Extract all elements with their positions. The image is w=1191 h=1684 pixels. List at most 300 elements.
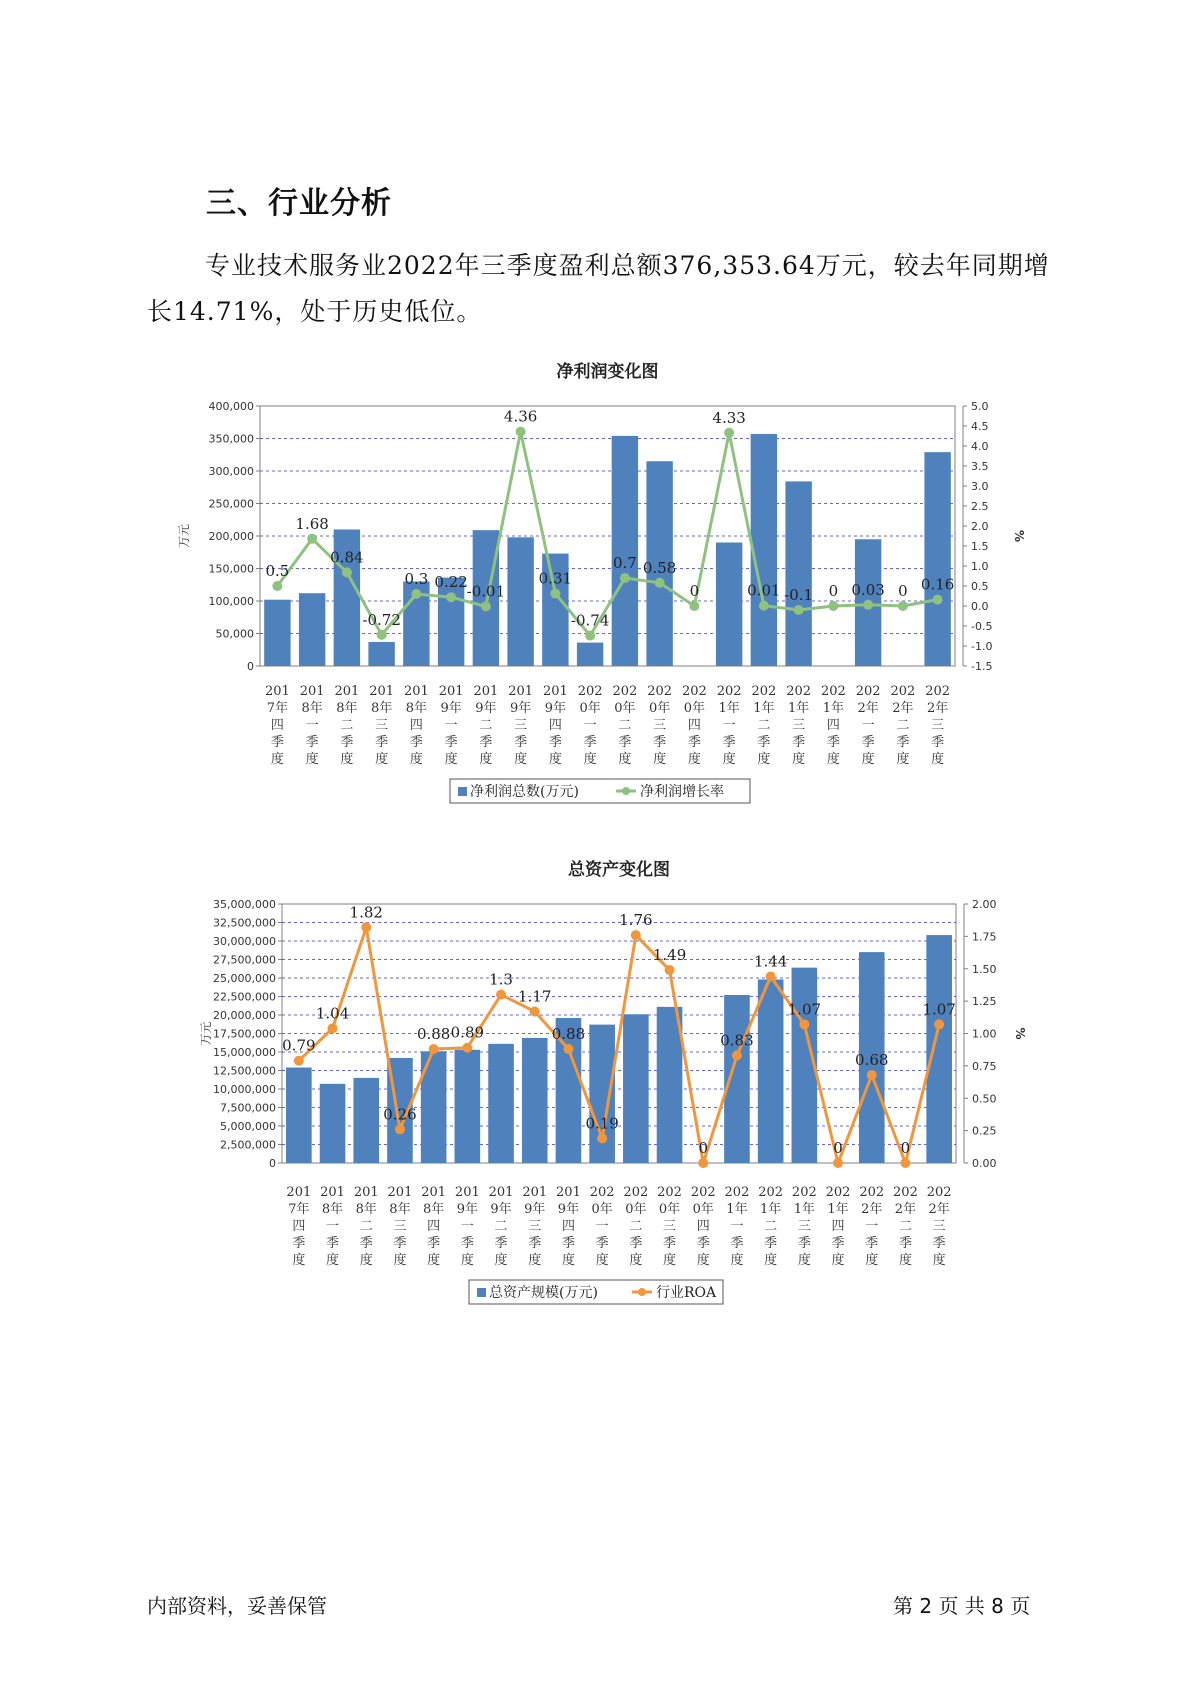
chart1-x-tick-label-line: 2年	[926, 701, 949, 716]
chart1-right-tick-label: 3.5	[971, 460, 989, 473]
chart1-x-tick-label-line: 度	[514, 752, 528, 767]
chart1-x-tick-label	[300, 684, 325, 767]
chart1-x-tick-label	[578, 684, 603, 767]
chart1-x-tick-label	[682, 684, 707, 767]
chart2-x-tick-label-line: 8年	[355, 1202, 377, 1217]
chart2-x-tick-label-line: 季	[831, 1236, 845, 1251]
chart1-right-tick-label: 2.5	[971, 500, 989, 513]
chart1-data-label: 0.3	[404, 570, 429, 588]
chart2-x-tick-label-line: 9年	[456, 1202, 478, 1217]
chart1-line-point	[272, 581, 282, 591]
chart2-x-tick-label-line: 季	[427, 1236, 441, 1251]
chart1-line-point	[481, 601, 491, 611]
chart1-x-tick-label-line: 202	[681, 684, 707, 699]
chart2-x-tick-label-line: 9年	[524, 1202, 546, 1217]
chart2-x-tick-label-line: 季	[797, 1236, 811, 1251]
chart2-x-tick-label-line: 202	[690, 1185, 716, 1200]
chart2-line-point	[563, 1044, 573, 1054]
chart1-line-point	[377, 630, 387, 640]
chart2-x-tick-label	[455, 1185, 480, 1268]
chart1-x-tick-label-line: 季	[826, 735, 840, 750]
chart1-x-tick-label-line: 季	[340, 735, 354, 750]
chart1-left-tick-label: 250,000	[208, 497, 254, 511]
chart1-right-tick-label: 4.5	[971, 420, 989, 433]
chart1-line-point	[446, 592, 456, 602]
chart2-x-tick-label-line: 季	[764, 1236, 778, 1251]
chart1-x-tick-label-line: 度	[375, 752, 389, 767]
chart1-x-tick-label-line: 季	[305, 735, 319, 750]
chart1-x-tick-label-line: 0年	[648, 701, 671, 716]
chart1-x-tick-label-line: 季	[618, 735, 632, 750]
chart2-data-label: 0	[900, 1139, 911, 1157]
chart2-x-tick-label	[792, 1185, 817, 1268]
chart2-x-tick-label-line: 三	[932, 1219, 946, 1234]
chart1-x-tick-label-line: 三	[792, 718, 806, 733]
chart1-x-tick-label-line: 度	[340, 752, 354, 767]
chart2-x-tick-label-line: 度	[292, 1253, 306, 1268]
net-profit-chart-svg	[0, 355, 1191, 820]
chart1-x-tick-label-line: 1年	[787, 701, 810, 716]
chart2-x-tick-label-line: 季	[663, 1236, 677, 1251]
chart2-data-label: 0.19	[585, 1114, 619, 1133]
chart2-x-tick-label-line: 201	[488, 1185, 514, 1200]
chart2-right-tick-label: 1.75	[972, 930, 997, 944]
chart1-x-tick-label-line: 201	[508, 684, 534, 699]
chart1-data-label: 0.5	[265, 562, 290, 580]
chart2-left-tick-label: 2,500,000	[220, 1138, 276, 1152]
chart1-x-tick-label	[543, 684, 568, 767]
chart1-line-point	[307, 534, 317, 544]
chart2-line-point	[665, 965, 675, 975]
chart2-x-tick-label-line: 202	[657, 1185, 682, 1200]
chart2-x-tick-label-line: 202	[859, 1185, 885, 1200]
chart1-line-point	[689, 601, 699, 611]
chart1-x-tick-label-line: 二	[340, 718, 354, 733]
chart2-x-tick-label-line: 季	[595, 1236, 609, 1251]
chart1-data-label: 0.01	[747, 581, 781, 600]
chart2-x-tick-label-line: 二	[764, 1219, 778, 1234]
chart2-data-label: 0.88	[551, 1025, 586, 1044]
chart1-x-tick-label-line: 季	[583, 735, 597, 750]
chart2-data-label: 0	[698, 1139, 709, 1157]
chart2-x-tick-label	[286, 1185, 311, 1268]
chart1-x-tick-label-line: 一	[583, 718, 597, 733]
chart2-x-tick-label-line: 一	[595, 1219, 609, 1234]
chart2-line-point	[900, 1158, 910, 1168]
chart1-data-label: 0.03	[851, 580, 885, 599]
chart1-x-tick-label-line: 8年	[301, 701, 323, 716]
chart2-x-tick-label	[388, 1185, 413, 1268]
chart1-x-tick-label-line: 度	[861, 752, 875, 767]
chart1-x-tick-label-line: 2年	[857, 701, 879, 716]
chart2-x-tick-label	[927, 1185, 952, 1268]
chart1-data-label: -0.01	[466, 582, 506, 601]
chart2-x-tick-label-line: 三	[393, 1219, 407, 1234]
chart2-x-tick-label	[590, 1185, 615, 1268]
chart1-x-tick-label-line: 9年	[440, 701, 462, 716]
chart1-data-label: 0	[828, 582, 839, 600]
chart1-right-tick-label: 5.0	[971, 400, 989, 413]
chart1-x-tick-label	[856, 684, 881, 767]
chart2-x-tick-label-line: 季	[528, 1236, 542, 1251]
chart1-x-tick-label-line: 202	[716, 684, 742, 699]
chart1-bar	[507, 537, 533, 666]
chart2-x-tick-label-line: 季	[494, 1236, 508, 1251]
chart2-x-tick-label-line: 一	[730, 1219, 744, 1234]
chart2-x-tick-label	[522, 1185, 547, 1268]
chart2-x-tick-label	[893, 1185, 918, 1268]
chart1-x-tick-label	[473, 684, 498, 767]
chart1-right-tick-label: 0.5	[971, 580, 989, 593]
chart1-left-tick-label: 100,000	[208, 595, 254, 608]
chart1-x-tick-label-line: 度	[270, 752, 284, 767]
chart1-x-tick-label-line: 三	[514, 718, 528, 733]
chart2-x-tick-label-line: 季	[865, 1236, 879, 1251]
chart1-x-tick-label	[890, 684, 915, 767]
total-assets-chart	[0, 858, 1191, 1323]
chart1-legend-bar-label: 净利润总数(万元)	[470, 784, 579, 800]
chart2-data-label: 1.04	[315, 1004, 350, 1023]
chart1-x-tick-label-line: 8年	[370, 701, 393, 716]
chart2-line-point	[732, 1051, 742, 1061]
chart1-x-tick-label	[786, 684, 811, 767]
chart2-x-tick-label-line: 度	[494, 1253, 508, 1268]
chart1-bar	[299, 593, 325, 666]
chart1-line-point	[863, 600, 873, 610]
chart2-x-tick-label-line: 度	[460, 1253, 474, 1268]
chart2-x-tick-label-line: 度	[831, 1253, 845, 1268]
chart1-line-point	[411, 589, 421, 599]
chart2-x-tick-label-line: 二	[898, 1219, 912, 1234]
chart1-x-tick-label-line: 季	[479, 735, 493, 750]
chart1-x-tick-label-line: 0年	[683, 701, 706, 716]
chart2-bar	[455, 1050, 481, 1163]
chart1-x-tick-label-line: 202	[751, 684, 777, 699]
chart2-x-tick-label-line: 度	[764, 1253, 778, 1268]
chart2-left-tick-label: 25,000,000	[213, 972, 276, 985]
chart2-line-point	[631, 930, 641, 940]
chart2-line-point	[462, 1043, 472, 1053]
chart1-left-tick-label: 0	[247, 660, 254, 673]
chart1-x-tick-label-line: 1年	[718, 701, 740, 716]
chart2-bar	[320, 1084, 346, 1163]
chart2-x-tick-label-line: 1年	[793, 1202, 815, 1217]
chart2-x-tick-label-line: 1年	[726, 1202, 748, 1217]
chart2-x-tick-label-line: 度	[663, 1253, 677, 1268]
chart2-left-tick-label: 32,500,000	[213, 916, 276, 930]
chart2-data-label: 0.89	[450, 1023, 485, 1042]
chart1-left-tick-label: 150,000	[208, 562, 254, 576]
chart2-x-tick-label-line: 1年	[827, 1202, 849, 1217]
chart2-x-tick-label-line: 2年	[928, 1202, 950, 1217]
chart2-x-tick-label-line: 2年	[894, 1202, 917, 1217]
chart2-x-tick-label-line: 度	[932, 1253, 946, 1268]
chart2-x-tick-label-line: 202	[893, 1185, 918, 1200]
chart2-x-tick-label-line: 三	[528, 1219, 542, 1234]
chart1-x-tick-label	[751, 684, 776, 767]
chart1-data-label: -0.72	[362, 610, 401, 629]
chart1-x-tick-label-line: 度	[479, 752, 493, 767]
chart1-line-point	[794, 605, 804, 615]
chart2-line-point	[867, 1070, 877, 1080]
chart2-left-tick-label: 0	[269, 1157, 276, 1170]
chart2-x-tick-label-line: 度	[326, 1253, 340, 1268]
chart1-data-label: 0.58	[642, 558, 677, 577]
chart1-x-tick-label-line: 二	[618, 718, 632, 733]
chart1-data-label: -0.74	[570, 611, 610, 630]
chart2-x-tick-label-line: 9年	[557, 1202, 580, 1217]
chart1-x-tick-label-line: 三	[653, 718, 667, 733]
chart1-x-tick-label-line: 季	[548, 735, 562, 750]
chart1-data-label: 0.16	[920, 575, 955, 594]
chart2-legend-line-marker	[638, 1288, 646, 1296]
chart1-left-tick-label: 300,000	[208, 465, 254, 478]
chart2-x-tick-label-line: 度	[427, 1253, 441, 1268]
chart2-x-tick-label-line: 季	[460, 1236, 474, 1251]
chart1-legend-line-marker	[622, 787, 630, 795]
chart2-x-tick-label	[623, 1185, 648, 1268]
chart1-x-tick-label-line: 201	[334, 684, 360, 699]
chart2-data-label: 1.17	[518, 987, 552, 1006]
chart1-x-tick-label-line: 202	[820, 684, 846, 699]
chart2-x-tick-label-line: 四	[696, 1219, 710, 1234]
chart1-line-point	[898, 601, 908, 611]
chart2-x-tick-label	[354, 1185, 379, 1268]
chart2-x-tick-label	[556, 1185, 581, 1268]
chart2-x-tick-label-line: 202	[825, 1185, 851, 1200]
chart1-line-point	[550, 589, 560, 599]
chart1-x-tick-label-line: 季	[896, 735, 910, 750]
chart1-x-tick-label	[265, 684, 290, 767]
chart1-x-tick-label-line: 四	[826, 718, 840, 733]
chart1-left-tick-label: 200,000	[208, 530, 254, 543]
chart2-bar	[623, 1014, 649, 1163]
chart1-x-tick-label-line: 四	[409, 718, 423, 733]
chart2-bar	[657, 1007, 683, 1163]
chart2-bar	[758, 979, 784, 1163]
chart1-line-point	[933, 595, 943, 605]
chart1-bar	[716, 543, 742, 667]
chart2-x-tick-label-line: 度	[528, 1253, 542, 1268]
chart1-x-tick-label-line: 度	[757, 752, 771, 767]
chart2-x-tick-label-line: 度	[561, 1253, 575, 1268]
chart1-right-tick-label: 2.0	[971, 520, 989, 533]
chart2-bar	[286, 1068, 312, 1163]
chart2-data-label: 0.26	[383, 1105, 417, 1124]
chart1-legend-line-label: 净利润增长率	[640, 784, 724, 800]
chart2-left-tick-label: 30,000,000	[213, 935, 276, 948]
chart1-x-tick-label-line: 201	[369, 684, 395, 699]
chart2-left-tick-label: 10,000,000	[213, 1083, 276, 1096]
chart2-x-tick-label-line: 季	[292, 1236, 306, 1251]
chart1-x-tick-label-line: 季	[375, 735, 389, 750]
chart1-right-tick-label: -0.5	[971, 620, 993, 633]
chart1-x-tick-label-line: 二	[479, 718, 493, 733]
chart2-x-tick-label-line: 0年	[625, 1202, 647, 1217]
chart1-x-tick-label-line: 度	[618, 752, 632, 767]
chart1-bar	[368, 642, 394, 666]
chart1-x-tick-label-line: 季	[792, 735, 806, 750]
chart2-data-label: 1.3	[489, 970, 513, 989]
chart1-x-tick-label-line: 季	[514, 735, 528, 750]
chart2-x-tick-label-line: 一	[326, 1219, 340, 1234]
chart2-data-label: 1.76	[619, 911, 653, 930]
chart2-data-label: 1.07	[787, 1000, 822, 1019]
chart1-x-tick-label-line: 9年	[509, 701, 532, 716]
chart2-x-tick-label-line: 二	[494, 1219, 508, 1234]
chart2-legend	[469, 1280, 723, 1304]
chart1-x-tick-label-line: 季	[653, 735, 667, 750]
chart2-line-point	[934, 1019, 944, 1029]
chart1-x-tick-label-line: 201	[438, 684, 464, 699]
chart2-x-tick-label-line: 二	[629, 1219, 643, 1234]
chart1-x-tick-label-line: 四	[687, 718, 701, 733]
chart2-left-axis-title: 万元	[199, 1021, 213, 1046]
chart2-x-tick-label-line: 201	[421, 1185, 447, 1200]
chart2-data-label: 1.82	[349, 903, 383, 922]
chart2-left-tick-label: 27,500,000	[213, 953, 276, 967]
chart1-data-label: 4.33	[712, 408, 746, 427]
chart2-x-tick-label-line: 0年	[591, 1202, 613, 1217]
chart2-legend-line-label: 行业ROA	[656, 1285, 717, 1301]
chart2-x-tick-label-line: 8年	[389, 1202, 411, 1217]
chart1-x-tick-label-line: 度	[896, 752, 910, 767]
chart1-x-tick-label-line: 季	[687, 735, 701, 750]
chart2-right-tick-label: 0.25	[972, 1124, 997, 1138]
chart2-left-tick-label: 12,500,000	[213, 1064, 276, 1078]
chart2-x-tick-label-line: 201	[454, 1185, 480, 1200]
chart1-x-tick-label-line: 度	[687, 752, 701, 767]
chart1-x-tick-label-line: 度	[722, 752, 736, 767]
chart2-x-tick-label-line: 201	[556, 1185, 581, 1200]
chart1-x-tick-label	[925, 684, 950, 767]
chart2-line-point	[766, 972, 776, 982]
chart1-right-axis-title: %	[1012, 529, 1026, 543]
chart1-bar	[924, 452, 950, 666]
chart2-bar	[488, 1044, 514, 1163]
chart2-x-tick-label-line: 四	[292, 1219, 306, 1234]
chart1-x-tick-label-line: 202	[647, 684, 673, 699]
chart1-x-tick-label-line: 度	[444, 752, 458, 767]
chart2-x-tick-label-line: 201	[522, 1185, 548, 1200]
chart2-line-point	[530, 1006, 540, 1016]
chart1-data-label: 0.22	[434, 573, 468, 592]
chart2-x-tick-label-line: 201	[353, 1185, 379, 1200]
chart2-bar	[724, 995, 750, 1163]
chart1-x-tick-label-line: 一	[444, 718, 458, 733]
chart1-x-tick-label-line: 度	[653, 752, 667, 767]
chart1-x-tick-label-line: 202	[855, 684, 881, 699]
chart1-line-point	[828, 601, 838, 611]
chart2-x-tick-label	[859, 1185, 884, 1268]
chart1-x-tick-label-line: 四	[548, 718, 562, 733]
chart2-x-tick-label-line: 202	[791, 1185, 817, 1200]
chart1-x-tick-label-line: 季	[270, 735, 284, 750]
chart2-line-point	[429, 1044, 439, 1054]
section-heading: 三、行业分析	[206, 186, 392, 221]
chart2-x-tick-label-line: 度	[595, 1253, 609, 1268]
chart2-x-tick-label-line: 202	[758, 1185, 784, 1200]
chart2-x-tick-label-line: 季	[393, 1236, 407, 1251]
chart2-data-label: 1.07	[922, 1000, 956, 1019]
chart2-x-tick-label-line: 8年	[321, 1202, 344, 1217]
chart1-x-tick-label-line: 季	[444, 735, 458, 750]
chart1-x-tick-label-line: 202	[786, 684, 812, 699]
chart1-x-tick-label-line: 度	[409, 752, 423, 767]
chart2-x-tick-label-line: 度	[359, 1253, 373, 1268]
chart1-bar	[751, 434, 777, 666]
chart2-right-tick-label: 0.50	[972, 1092, 997, 1106]
chart2-right-tick-label: 1.25	[972, 995, 997, 1009]
chart2-x-tick-label-line: 季	[730, 1236, 744, 1251]
chart1-data-label: 0	[898, 582, 908, 600]
chart1-x-tick-label-line: 201	[473, 684, 499, 699]
chart2-x-tick-label	[421, 1185, 446, 1268]
chart1-x-tick-label-line: 四	[270, 718, 284, 733]
chart1-x-tick-label	[369, 684, 394, 767]
chart2-line-point	[395, 1124, 405, 1134]
chart2-bar	[926, 935, 952, 1163]
chart1-x-tick-label-line: 度	[305, 752, 319, 767]
chart2-x-tick-label-line: 季	[561, 1236, 575, 1251]
chart2-left-tick-label: 35,000,000	[213, 898, 276, 911]
chart2-line-point	[294, 1056, 304, 1066]
chart1-left-tick-label: 400,000	[208, 400, 254, 413]
chart1-x-tick-label-line: 0年	[579, 701, 601, 716]
chart2-legend-bar-label: 总资产规模(万元)	[489, 1285, 598, 1301]
chart2-x-tick-label-line: 202	[724, 1185, 750, 1200]
chart2-line-point	[799, 1019, 809, 1029]
chart1-legend	[450, 779, 750, 803]
chart2-x-tick-label	[691, 1185, 716, 1268]
chart1-bar	[612, 436, 638, 666]
chart1-line-point	[655, 578, 665, 588]
chart2-x-tick-label-line: 202	[623, 1185, 649, 1200]
chart1-x-tick-label-line: 三	[931, 718, 945, 733]
chart2-x-tick-label-line: 一	[460, 1219, 474, 1234]
net-profit-chart	[0, 355, 1191, 820]
chart2-x-tick-label-line: 二	[359, 1219, 373, 1234]
chart2-x-tick-label-line: 度	[629, 1253, 643, 1268]
chart2-x-tick-label-line: 三	[663, 1219, 677, 1234]
chart2-x-tick-label	[489, 1185, 514, 1268]
chart1-x-tick-label-line: 201	[542, 684, 568, 699]
chart2-x-tick-label-line: 7年	[288, 1202, 310, 1217]
chart1-x-tick-label-line: 一	[722, 718, 736, 733]
chart2-x-tick-label-line: 度	[898, 1253, 912, 1268]
chart1-x-tick-label-line: 7年	[266, 701, 289, 716]
chart1-data-label: 0.31	[538, 569, 573, 588]
chart1-x-tick-label-line: 8年	[336, 701, 358, 716]
chart1-data-label: 0.7	[612, 554, 637, 572]
chart1-right-tick-label: -1.0	[971, 640, 993, 653]
footer-confidential-note: 内部资料，妥善保管	[147, 1594, 327, 1618]
chart1-left-tick-label: 50,000	[215, 627, 254, 641]
chart2-bar	[353, 1078, 379, 1163]
chart1-x-tick-label	[821, 684, 846, 767]
chart1-data-label: -0.1	[784, 586, 814, 604]
chart1-x-tick-label-line: 二	[896, 718, 910, 733]
chart2-title: 总资产变化图	[568, 860, 670, 880]
chart1-x-tick-label	[717, 684, 742, 767]
chart2-bar	[522, 1038, 548, 1163]
chart2-x-tick-label	[320, 1185, 345, 1268]
chart2-x-tick-label-line: 201	[320, 1185, 345, 1200]
chart2-x-tick-label-line: 季	[326, 1236, 340, 1251]
chart2-x-tick-label-line: 201	[286, 1185, 312, 1200]
chart1-left-tick-label: 350,000	[208, 432, 254, 446]
chart1-x-tick-label	[334, 684, 359, 767]
